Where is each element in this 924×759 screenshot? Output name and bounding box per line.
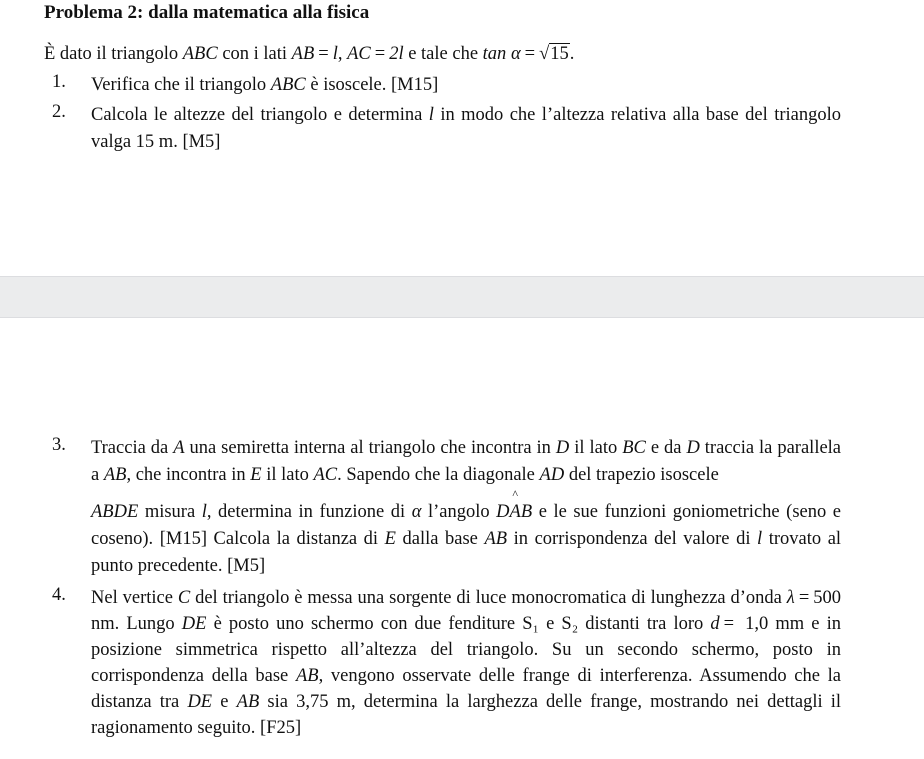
math-tan: tan [482,44,507,64]
math-abde: ABDE [91,502,139,522]
item-text-run: in corrispondenza del valore di [513,529,751,549]
math-d: D [686,438,700,458]
item-text-run: , determina in funzione di [206,502,406,522]
math-ab: AB [236,692,260,712]
math-equals: = [318,44,329,64]
math-abc: ABC [270,75,306,95]
math-de: DE [181,614,207,634]
item-text-run: e da [650,438,682,458]
item-text-run: trovato al punto precedente. [M5] [91,529,842,576]
item-text-run: del triangolo è messa una sorgente di luce monocromatica di lunghezza d’onda [195,588,782,608]
math-ac: AC [347,44,371,64]
math-c: C [177,588,191,608]
item-text-run: una semiretta interna al triangolo che incontra in [189,438,551,458]
intro-text: È dato il triangolo [44,44,179,64]
math-a: A [509,502,521,522]
math-l: l [332,44,338,64]
item-number: 3. [52,435,66,455]
math-d: D [555,438,570,458]
item-text-run: il lato [266,465,309,485]
item-text-run: , vengono osservate delle frange di interferenza. Assumendo che la distanza tra [91,666,842,712]
angle-hat-icon: ^ [512,487,519,501]
item-text [91,102,841,156]
math-alpha: α [510,44,521,64]
item-text-run: Calcola le altezze del triangolo e determina [91,105,423,125]
item-number: 2. [52,102,66,122]
item-text [91,72,841,99]
item-text-run: del trapezio isoscele [568,465,719,485]
item-text-run: nm. Lungo [91,614,175,634]
item-text-run: è isoscele. [M15] [310,75,439,95]
item-text-run: sia 3,75 m, determina la larghezza delle frange, mostrando nei dettagli il ragionamento seguito. [F25] [91,692,842,738]
math-equals: = [798,588,810,608]
page-separator [0,276,924,318]
math-abc: ABC [182,44,218,64]
math-l: l [428,105,434,125]
math-equals: = [524,44,536,64]
item-text-run: e le sue funzioni goniometriche (seno e coseno). [M15] Calcola la distanza di [91,502,841,549]
math-comma: , [337,44,343,64]
math-equals: = [723,614,735,634]
math-d: d [710,614,720,634]
item-text-run: è posto uno schermo con due fenditure S₁ e S₂ distanti tra loro [213,614,704,634]
item-text [91,585,841,741]
math-ac: AC [313,465,338,485]
angle-dab [509,487,521,526]
item-text-run: Traccia da [91,438,169,458]
item-text-run: dalla base [402,529,478,549]
item-text [91,435,841,580]
math-b: B [520,502,533,522]
math-period: . [569,44,575,64]
math-de: DE [187,692,213,712]
math-e: E [384,529,396,549]
problem-intro [44,44,574,65]
math-l: l [757,529,763,549]
item-number: 4. [52,585,66,605]
item-text-run: . Sapendo che la diagonale [337,465,535,485]
intro-text: e tale che [408,44,479,64]
item-text-run: Verifica che il triangolo [91,75,267,95]
item-text-run: misura [144,502,196,522]
math-2l: 2l [389,44,404,64]
item-text-run: 1,0 mm e in posizione simmetrica rispetto all’altezza del triangolo. Su un secondo schermo, posto in corrispondenza della base [91,614,842,686]
math-d: D [496,502,510,522]
item-text-run: traccia la parallela a [91,438,842,485]
math-ab: AB [291,44,315,64]
item-text-run: e [220,692,229,712]
math-ab: AB [295,666,319,686]
problem-title: Problema 2: dalla matematica alla fisica [44,2,370,23]
math-ab: AB [103,465,127,485]
item-text-run: , che incontra in [126,465,246,485]
math-lambda: λ [786,588,795,608]
sqrt-icon: √ [539,44,550,64]
math-radicand: 15 [550,44,569,64]
document-page-1 [0,0,924,276]
intro-text: con i lati [222,44,288,64]
math-alpha: α [411,502,422,522]
math-equals: = [374,44,386,64]
math-l: l [201,502,207,522]
math-a: A [173,438,185,458]
math-value: 500 [813,588,841,608]
item-text-run: Nel vertice [91,588,173,608]
item-number: 1. [52,72,66,92]
item-text-run: in modo che l’altezza relativa alla base del triangolo valga 15 m. [M5] [91,105,842,152]
math-ab: AB [484,529,508,549]
item-text-run: l’angolo [427,502,490,522]
item-text-run: il lato [574,438,618,458]
math-e: E [250,465,262,485]
math-bc: BC [622,438,646,458]
math-ad: AD [539,465,565,485]
